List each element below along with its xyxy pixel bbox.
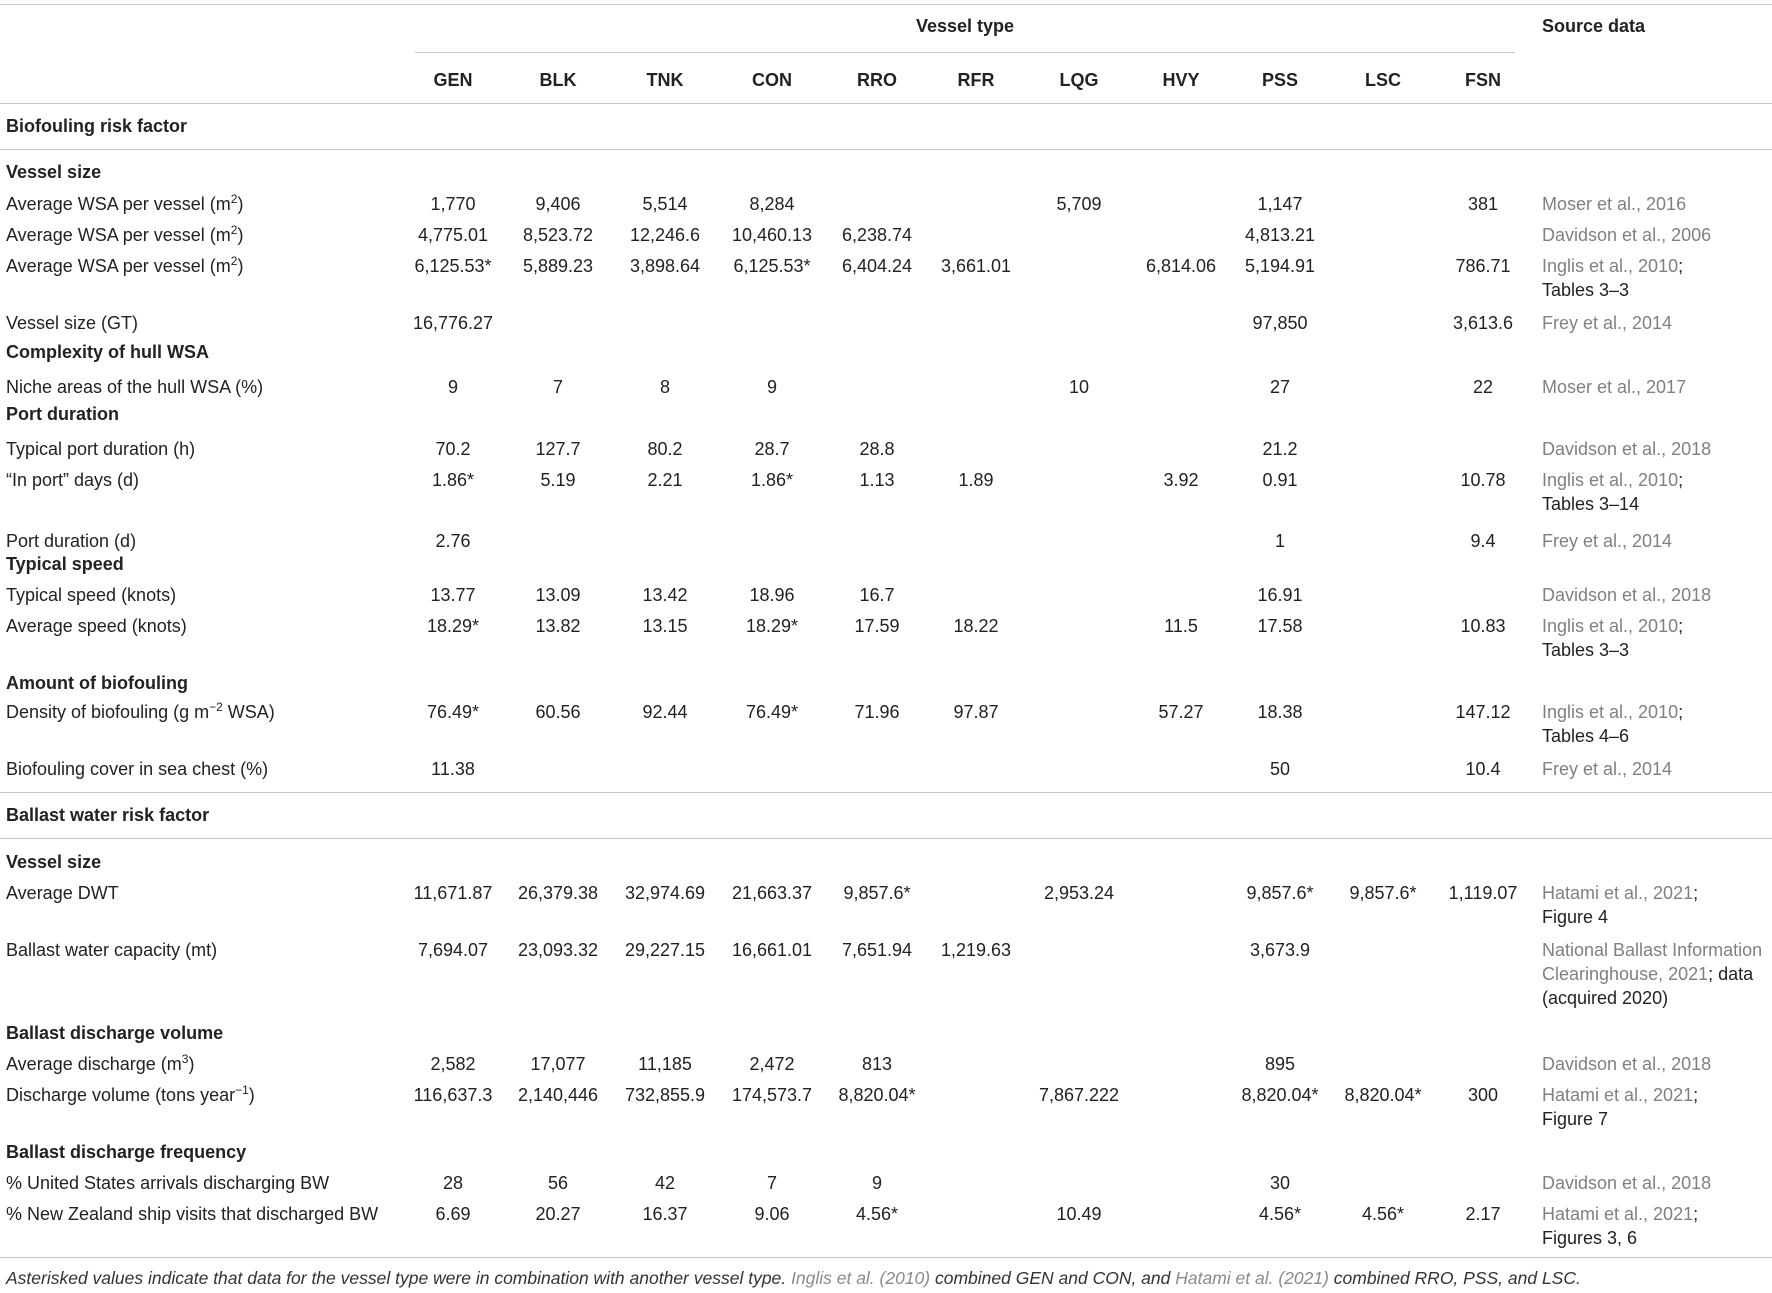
table-cell: 116,637.3 (413, 1085, 493, 1105)
source-detail: Tables 3–3 (1542, 640, 1630, 660)
table-cell: 7,651.94 (841, 940, 913, 960)
table-cell: 5,889.23 (522, 256, 594, 276)
row-label-text: Ballast water capacity (mt) (6, 940, 218, 960)
table-cell: 1.13 (859, 470, 895, 490)
table-cell: 2.21 (647, 470, 683, 490)
table-cell: 17.58 (1257, 616, 1303, 636)
group-complexity: Complexity of hull WSA (6, 342, 210, 362)
table-cell: 80.2 (647, 439, 683, 459)
rule-ballast-top (0, 792, 1772, 793)
row-label-text: Vessel size (GT) (6, 313, 139, 333)
table-cell: 8,523.72 (522, 225, 594, 245)
row-label-text: Average WSA per vessel (m (6, 194, 231, 214)
source-suffix: ; (1678, 470, 1684, 490)
row-label-text: ) (248, 1085, 255, 1105)
table-cell: 13.82 (535, 616, 581, 636)
table-cell: 13.09 (535, 585, 581, 605)
source-detail: (acquired 2020) (1542, 988, 1669, 1008)
table-cell: 26,379.38 (517, 883, 599, 903)
table-cell: 6,125.53* (414, 256, 492, 276)
table-footnote (6, 1268, 1581, 1289)
table-cell: 732,855.9 (624, 1085, 706, 1105)
column-header: HVY (1162, 70, 1200, 90)
row-label-text: ) (237, 194, 244, 214)
table-cell: 13.77 (430, 585, 476, 605)
rule-top (0, 4, 1772, 5)
table-cell: 13.42 (642, 585, 688, 605)
rule-biofouling-section (0, 149, 1772, 150)
table-cell: 18.29* (426, 616, 480, 636)
table-cell: 381 (1467, 194, 1499, 214)
table-cell: 3,898.64 (629, 256, 701, 276)
table-cell: 786.71 (1455, 256, 1511, 276)
table-cell: 2,582 (430, 1054, 476, 1074)
table-cell: 20.27 (535, 1204, 581, 1224)
table-cell: 2.17 (1465, 1204, 1501, 1224)
table-cell: 8,820.04* (1241, 1085, 1319, 1105)
table-cell: 2,140,446 (517, 1085, 599, 1105)
table-cell: 7 (552, 377, 564, 397)
source-link[interactable]: Davidson et al., 2006 (1542, 225, 1712, 245)
source-link[interactable]: Davidson et al., 2018 (1542, 1173, 1712, 1193)
column-header: FSN (1465, 70, 1501, 90)
table-cell: 18.96 (749, 585, 795, 605)
table-cell: 97,850 (1252, 313, 1308, 333)
table-cell: 70.2 (435, 439, 471, 459)
row-label (6, 437, 195, 461)
table-cell: 9.4 (1470, 531, 1496, 551)
source-link[interactable]: Hatami et al., 2021 (1542, 1204, 1694, 1224)
row-label (6, 1202, 378, 1226)
table-cell: 3.92 (1163, 470, 1199, 490)
section-ballast: Ballast water risk factor (6, 805, 210, 825)
row-label-text: % New Zealand ship visits that discharged BW (6, 1204, 379, 1224)
source-cell (1542, 700, 1683, 748)
table-cell: 18.22 (953, 616, 999, 636)
table-cell: 42 (654, 1173, 676, 1193)
source-link[interactable]: Hatami et al., 2021 (1542, 1085, 1694, 1105)
table-cell: 10.4 (1465, 759, 1501, 779)
row-label-text: Average DWT (6, 883, 119, 903)
table-cell: 1 (1274, 531, 1286, 551)
table-cell: 4,813.21 (1244, 225, 1316, 245)
table-cell: 9 (766, 377, 778, 397)
table-cell: 2.76 (435, 531, 471, 551)
table-cell: 5,514 (642, 194, 688, 214)
table-cell: 23,093.32 (517, 940, 599, 960)
row-label (6, 1171, 329, 1195)
footnote-text: combined GEN and CON, and (930, 1268, 1176, 1288)
table-cell: 300 (1467, 1085, 1499, 1105)
row-label (6, 529, 136, 553)
table-cell: 56 (547, 1173, 569, 1193)
source-suffix: ; (1693, 1204, 1699, 1224)
column-header: RRO (857, 70, 897, 90)
table-cell: 2,472 (749, 1054, 795, 1074)
group-typical-speed: Typical speed (6, 554, 124, 574)
table-cell: 4.56* (1361, 1204, 1405, 1224)
table-cell: 8,284 (749, 194, 795, 214)
column-header: LSC (1365, 70, 1401, 90)
table-cell: 6,238.74 (841, 225, 913, 245)
table-cell: 3,661.01 (940, 256, 1012, 276)
table-cell: 22 (1472, 377, 1494, 397)
row-label (6, 938, 217, 962)
table-cell: 28.7 (754, 439, 790, 459)
source-cell (1542, 614, 1683, 662)
table-cell: 7,867.222 (1038, 1085, 1120, 1105)
source-cell (1542, 192, 1686, 216)
table-cell: 29,227.15 (624, 940, 706, 960)
source-cell (1542, 254, 1683, 302)
table-cell: 76.49* (426, 702, 480, 722)
row-label-text: “In port” days (d) (6, 470, 140, 490)
table-cell: 9,857.6* (1246, 883, 1314, 903)
section-biofouling: Biofouling risk factor (6, 116, 188, 136)
column-header: LQG (1059, 70, 1099, 90)
table-cell: 5,194.91 (1244, 256, 1316, 276)
table-cell: 3,673.9 (1249, 940, 1311, 960)
table-cell: 50 (1269, 759, 1291, 779)
table-cell: 6.69 (435, 1204, 471, 1224)
table-cell: 21,663.37 (731, 883, 813, 903)
source-detail: Tables 3–3 (1542, 280, 1630, 300)
column-header: CON (752, 70, 792, 90)
table-cell: 5,709 (1056, 194, 1102, 214)
row-label (6, 1083, 255, 1107)
source-cell (1542, 375, 1686, 399)
source-suffix: ; (1678, 256, 1684, 276)
table-cell: 8,820.04* (838, 1085, 916, 1105)
source-cell (1542, 311, 1672, 335)
row-label (6, 468, 139, 492)
table-cell: 1.86* (431, 470, 475, 490)
row-label-text: % United States arrivals discharging BW (6, 1173, 330, 1193)
source-cell (1542, 223, 1711, 247)
table-cell: 9 (447, 377, 459, 397)
table-cell: 7,694.07 (417, 940, 489, 960)
row-label (6, 311, 138, 335)
table-cell: 2,953.24 (1043, 883, 1115, 903)
table-cell: 11.5 (1164, 616, 1198, 636)
table-cell: 1.89 (958, 470, 994, 490)
source-suffix: ; (1678, 616, 1684, 636)
table-cell: 174,573.7 (731, 1085, 813, 1105)
column-header: BLK (539, 70, 577, 90)
table-cell: 1,147 (1257, 194, 1303, 214)
table-cell: 9.06 (754, 1204, 790, 1224)
row-label (6, 700, 275, 724)
row-label (6, 614, 187, 638)
table-cell: 10.49 (1056, 1204, 1102, 1224)
table-cell: 16.37 (642, 1204, 688, 1224)
column-header: GEN (433, 70, 473, 90)
source-data-header: Source data (1542, 16, 1646, 36)
row-label-text: Port duration (d) (6, 531, 137, 551)
table-cell: 3,613.6 (1452, 313, 1514, 333)
table-cell: 21.2 (1262, 439, 1298, 459)
table-cell: 9 (871, 1173, 883, 1193)
table-cell: 71.96 (854, 702, 900, 722)
source-cell (1542, 938, 1762, 1010)
table-cell: 16,661.01 (731, 940, 813, 960)
source-detail: Figures 3, 6 (1542, 1228, 1638, 1248)
table-cell: 5.19 (540, 470, 576, 490)
table-cell: 16.91 (1257, 585, 1303, 605)
column-header: TNK (646, 70, 684, 90)
table-cell: 127.7 (535, 439, 581, 459)
row-label-text: Density of biofouling (g m (6, 702, 210, 722)
table-cell: 17,077 (530, 1054, 586, 1074)
rule-vessel-type (415, 52, 1515, 53)
table-cell: 18.38 (1257, 702, 1303, 722)
row-label-superscript: 2 (230, 192, 238, 206)
table-cell: 6,125.53* (733, 256, 811, 276)
row-label-text: ) (237, 256, 244, 276)
table-cell: 28.8 (859, 439, 895, 459)
source-link[interactable]: Frey et al., 2014 (1542, 313, 1673, 333)
table-cell: 8 (659, 377, 671, 397)
column-header: PSS (1261, 70, 1299, 90)
table-cell: 12,246.6 (629, 225, 701, 245)
group-port-duration: Port duration (6, 404, 119, 424)
source-suffix: ; (1693, 1085, 1699, 1105)
footnote-ref-inglis[interactable]: Inglis et al. (2010) (791, 1268, 931, 1288)
row-label-text: Typical port duration (h) (6, 439, 196, 459)
group-ballast-volume: Ballast discharge volume (6, 1023, 224, 1043)
table-cell: 6,404.24 (841, 256, 913, 276)
source-link[interactable]: National Ballast Information (1542, 940, 1763, 960)
table-cell: 895 (1264, 1054, 1296, 1074)
table-cell: 1,770 (430, 194, 476, 214)
source-cell (1542, 1171, 1711, 1195)
table-cell: 97.87 (953, 702, 999, 722)
source-link[interactable]: Clearinghouse, 2021 (1542, 964, 1709, 984)
table-cell: 16.7 (859, 585, 895, 605)
source-cell (1542, 1202, 1698, 1250)
source-link[interactable]: Inglis et al., 2010 (1542, 702, 1679, 722)
row-label-text: ) (188, 1054, 195, 1074)
row-label (6, 375, 263, 399)
group-vessel-size: Vessel size (6, 162, 102, 182)
table-cell: 16,776.27 (412, 313, 494, 333)
source-link[interactable]: Davidson et al., 2018 (1542, 585, 1712, 605)
table-cell: 30 (1269, 1173, 1291, 1193)
table-cell: 0.91 (1262, 470, 1298, 490)
source-detail: Tables 4–6 (1542, 726, 1630, 746)
source-suffix: ; data (1708, 964, 1754, 984)
group-ballast-frequency: Ballast discharge frequency (6, 1142, 247, 1162)
table-cell: 60.56 (535, 702, 581, 722)
table-cell: 9,857.6* (1349, 883, 1417, 903)
row-label-text: Average WSA per vessel (m (6, 256, 231, 276)
table-cell: 6,814.06 (1145, 256, 1217, 276)
source-link[interactable]: Davidson et al., 2018 (1542, 439, 1712, 459)
source-cell (1542, 529, 1672, 553)
table-cell: 1.86* (750, 470, 794, 490)
table-cell: 92.44 (642, 702, 688, 722)
group-vessel-size-ballast: Vessel size (6, 852, 102, 872)
table-cell: 10.83 (1460, 616, 1506, 636)
source-suffix: ; (1693, 883, 1699, 903)
source-detail: Tables 3–14 (1542, 494, 1640, 514)
rule-bottom (0, 1257, 1772, 1258)
row-label (6, 881, 119, 905)
vessel-type-header: Vessel type (915, 16, 1015, 36)
table-cell: 10.78 (1460, 470, 1506, 490)
source-cell (1542, 1052, 1711, 1076)
source-link[interactable]: Moser et al., 2017 (1542, 377, 1687, 397)
table-cell: 57.27 (1158, 702, 1204, 722)
source-cell (1542, 881, 1698, 929)
footnote-text: Asterisked values indicate that data for the vessel type were in combination with another vessel type. (6, 1268, 792, 1288)
row-label (6, 1052, 194, 1076)
table-cell: 11,671.87 (413, 883, 493, 903)
source-link[interactable]: Inglis et al., 2010 (1542, 256, 1679, 276)
rule-ballast-section (0, 838, 1772, 839)
row-label-superscript: −1 (235, 1083, 249, 1097)
table-cell: 27 (1269, 377, 1291, 397)
table-cell: 32,974.69 (624, 883, 706, 903)
row-label (6, 223, 243, 247)
table-cell: 1,119.07 (1448, 883, 1518, 903)
table-cell: 9,406 (535, 194, 581, 214)
source-link[interactable]: Davidson et al., 2018 (1542, 1054, 1712, 1074)
table-cell: 11.38 (431, 759, 475, 779)
table-cell: 17.59 (854, 616, 900, 636)
source-detail: Figure 7 (1542, 1109, 1609, 1129)
row-label-text: Average speed (knots) (6, 616, 187, 636)
row-label-text: Typical speed (knots) (6, 585, 177, 605)
table-cell: 76.49* (745, 702, 799, 722)
row-label-superscript: 2 (230, 223, 238, 237)
column-header: RFR (957, 70, 995, 90)
row-label (6, 254, 243, 278)
source-cell (1542, 437, 1711, 461)
table-cell: 10,460.13 (731, 225, 813, 245)
source-cell (1542, 1083, 1698, 1131)
row-label-text: Biofouling cover in sea chest (%) (6, 759, 269, 779)
row-label (6, 192, 243, 216)
table-cell: 813 (861, 1054, 893, 1074)
table-cell: 9,857.6* (843, 883, 911, 903)
source-link[interactable]: Hatami et al., 2021 (1542, 883, 1694, 903)
row-label-text: Average WSA per vessel (m (6, 225, 231, 245)
row-label-text: Discharge volume (tons year (6, 1085, 236, 1105)
table-cell: 4.56* (855, 1204, 899, 1224)
source-cell (1542, 583, 1711, 607)
source-cell (1542, 757, 1672, 781)
table-cell: 18.29* (745, 616, 799, 636)
footnote-text: combined RRO, PSS, and LSC. (1328, 1268, 1581, 1288)
row-label (6, 583, 176, 607)
row-label-text: ) (237, 225, 244, 245)
group-amount-biofouling: Amount of biofouling (6, 673, 188, 693)
row-label-superscript: 3 (181, 1052, 189, 1066)
row-label-text: Niche areas of the hull WSA (%) (6, 377, 264, 397)
row-label-superscript: 2 (230, 254, 238, 268)
rule-header-bottom (0, 103, 1772, 104)
row-label-superscript: −2 (209, 700, 223, 714)
source-link[interactable]: Moser et al., 2016 (1542, 194, 1687, 214)
source-link[interactable]: Inglis et al., 2010 (1542, 470, 1679, 490)
table-cell: 7 (766, 1173, 778, 1193)
row-label-text: WSA) (222, 702, 275, 722)
row-label-text: Average discharge (m (6, 1054, 182, 1074)
table-cell: 8,820.04* (1344, 1085, 1422, 1105)
table-cell: 147.12 (1455, 702, 1511, 722)
footnote-ref-hatami[interactable]: Hatami et al. (2021) (1175, 1268, 1329, 1288)
table-cell: 4.56* (1258, 1204, 1302, 1224)
table-cell: 11,185 (638, 1054, 692, 1074)
table-cell: 4,775.01 (417, 225, 489, 245)
source-detail: Figure 4 (1542, 907, 1609, 927)
source-cell (1542, 468, 1683, 516)
row-label (6, 757, 268, 781)
source-link[interactable]: Inglis et al., 2010 (1542, 616, 1679, 636)
source-link[interactable]: Frey et al., 2014 (1542, 759, 1673, 779)
table-cell: 13.15 (642, 616, 688, 636)
table-cell: 1,219.63 (940, 940, 1012, 960)
source-suffix: ; (1678, 702, 1684, 722)
table-cell: 28 (442, 1173, 464, 1193)
source-link[interactable]: Frey et al., 2014 (1542, 531, 1673, 551)
table-cell: 10 (1068, 377, 1090, 397)
